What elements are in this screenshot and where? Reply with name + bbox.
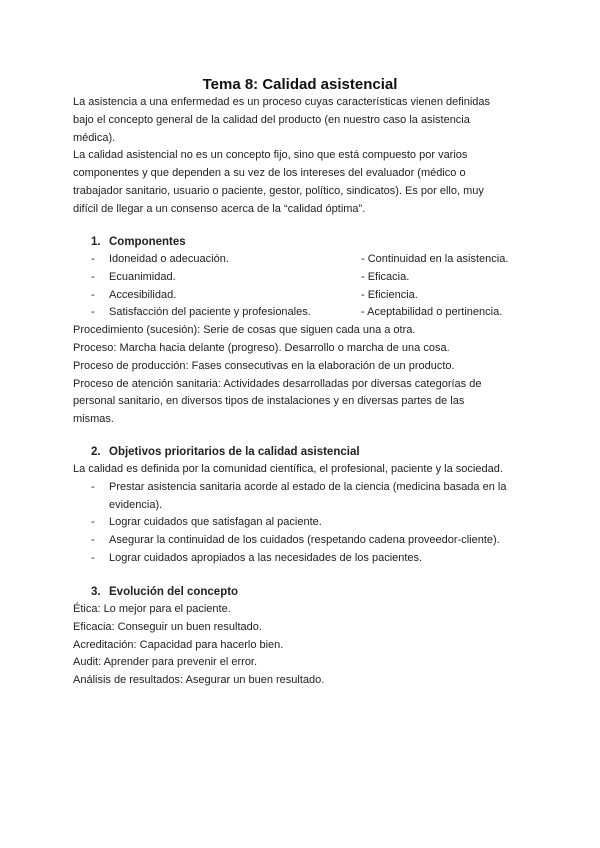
text-line: La asistencia a una enfermedad es un proceso cuyas características vienen definidas [73,96,491,108]
intro-paragraph [73,94,543,219]
text-line: Ética: Lo mejor para el paciente. [73,603,231,615]
list-item [73,514,543,532]
item-text: Accesibilidad. [109,288,177,301]
text-line: personal sanitario, en diversos tipos de instalaciones y en diversas partes de las [73,395,465,408]
text-line: Proceso de atención sanitaria: Actividades desarrolladas por diversas categorías de [73,377,482,390]
item-text: Lograr cuidados apropiados a las necesidades de los pacientes. [109,551,423,564]
list-item-continuation: evidencia). [109,498,163,511]
text-line: Proceso de producción: Fases consecutivas en la elaboración de un producto. [73,359,455,372]
section-heading [73,233,543,251]
section-title: Componentes [109,236,186,248]
item-text: Ecuanimidad. [109,270,176,283]
text-line: trabajador sanitario, usuario o paciente, gestor, político, sindicatos). Es por ello, muy [73,184,484,197]
list-item [73,287,543,305]
item-text: Satisfacción del paciente y profesionales. [109,306,311,319]
item-text: Idoneidad o adecuación. [109,253,229,265]
bullet: - [91,516,95,529]
list-item [73,532,543,550]
section-number: 3. [91,586,101,598]
item-text-right: - Eficiencia. [361,288,418,301]
page-title: Tema 8: Calidad asistencial [202,76,398,93]
list-item [73,269,543,287]
bullet: - [91,551,95,564]
section-objetivos [73,443,543,568]
text-line: Audit: Aprender para prevenir el error. [73,656,258,669]
list-item [73,550,543,568]
bullet: - [91,306,95,319]
section-title: Evolución del concepto [109,586,239,598]
list-item [73,479,543,497]
text-line: Acreditación: Capacidad para hacerlo bien. [73,638,284,651]
text-line: La calidad asistencial no es un concepto fijo, sino que está compuesto por varios [73,149,468,162]
item-text: Lograr cuidados que satisfagan al paciente. [109,516,322,529]
bullet: - [91,534,95,547]
section-number: 1. [91,236,101,248]
text-line: mismas. [73,413,114,426]
item-text: Asegurar la continuidad de los cuidados (respetando cadena proveedor-cliente). [109,534,500,547]
section-heading [73,583,543,601]
text-line: bajo el concepto general de la calidad del producto (en nuestro caso la asistencia [73,113,470,126]
text-line: Eficacia: Conseguir un buen resultado. [73,620,262,633]
list-item [73,251,543,269]
bullet: - [91,253,95,265]
section-title: Objetivos prioritarios de la calidad asistencial [109,446,360,458]
text-line: Proceso: Marcha hacia delante (progreso). Desarrollo o marcha de una cosa. [73,341,450,354]
section-evolucion [73,583,543,690]
item-text: Prestar asistencia sanitaria acorde al estado de la ciencia (medicina basada en la [109,480,507,493]
text-line: difícil de llegar a un consenso acerca de la “calidad óptima”. [73,202,366,215]
text-line: Procedimiento (sucesión): Serie de cosas que siguen cada una a otra. [73,324,416,337]
item-text-right: - Aceptabilidad o pertinencia. [361,306,503,319]
bullet: - [91,480,95,493]
bullet: - [91,270,95,283]
list-item [73,304,543,322]
section-number: 2. [91,446,101,458]
item-text-right: - Eficacia. [361,270,410,283]
text-line: componentes y que dependen a su vez de los intereses del evaluador (médico o [73,167,466,180]
bullet: - [91,288,95,301]
item-text-right: - Continuidad en la asistencia. [361,253,509,265]
section-heading [73,443,543,461]
text-line: Análisis de resultados: Asegurar un buen resultado. [73,674,325,687]
section-componentes [73,233,543,429]
text-line: médica). [73,131,116,144]
text-line: La calidad es definida por la comunidad científica, el profesional, paciente y la sociedad. [73,463,503,475]
